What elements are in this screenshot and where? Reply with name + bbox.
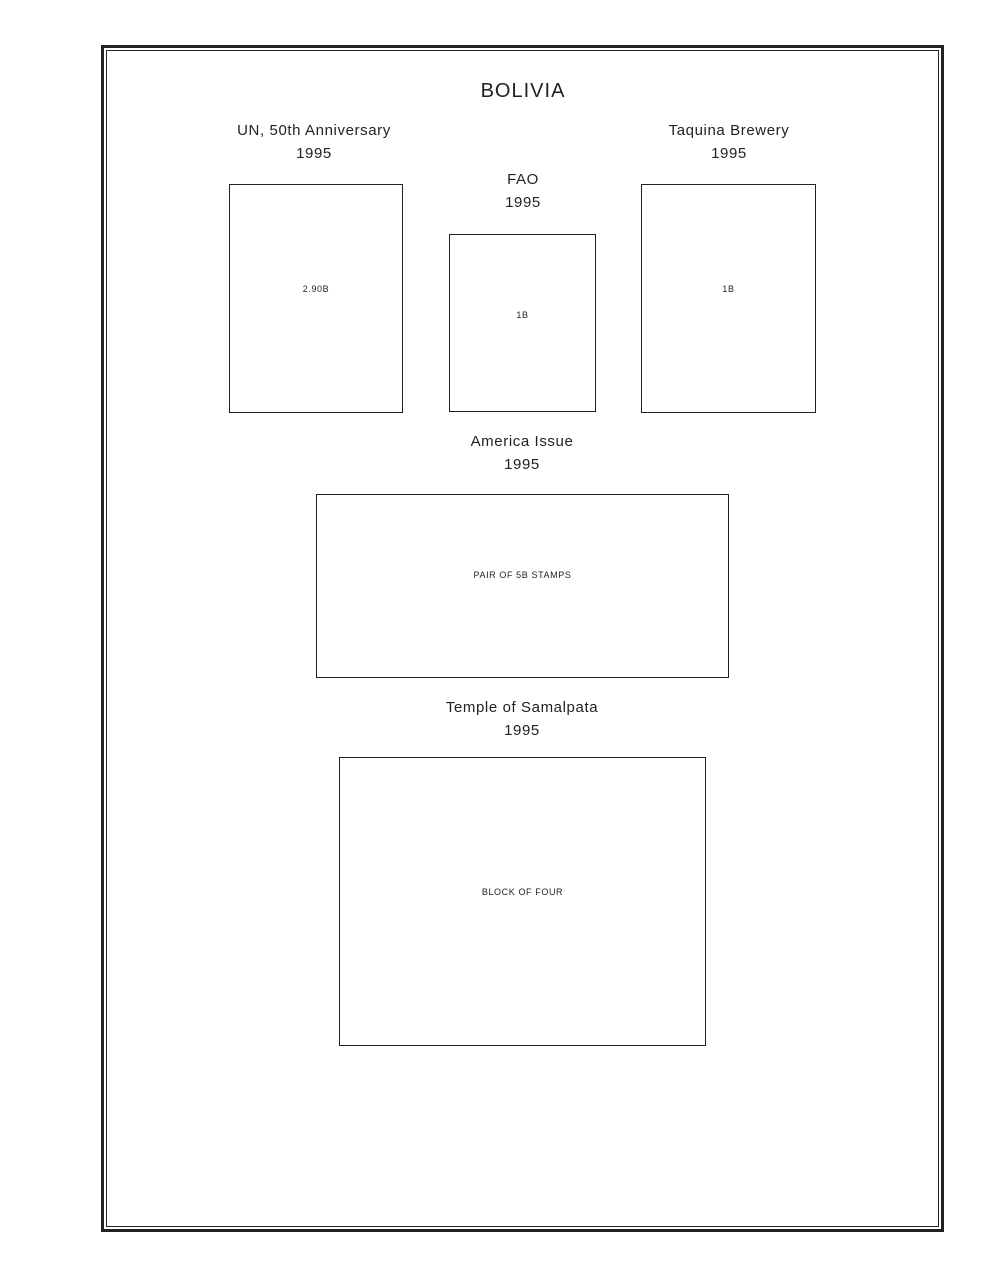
stamp-denomination-label: 1B — [516, 310, 529, 320]
set-year: 1995 — [296, 145, 332, 162]
stamp-space-temple-of-samalpata — [339, 757, 706, 1046]
stamp-space-un-50th-anniversary — [229, 184, 403, 413]
stamp-denomination-label: 2.90B — [302, 284, 330, 294]
set-caption-fao — [423, 168, 623, 214]
set-name: Taquina Brewery — [668, 122, 790, 139]
stamp-denomination-label: 1B — [722, 284, 735, 294]
set-caption-taquina-brewery — [629, 119, 829, 165]
stamp-space-fao — [449, 234, 596, 412]
set-name: FAO — [507, 171, 539, 188]
set-year: 1995 — [504, 722, 540, 739]
set-year: 1995 — [711, 145, 747, 162]
set-caption-temple-of-samalpata — [397, 696, 647, 742]
set-name: Temple of Samalpata — [445, 699, 599, 716]
set-name: UN, 50th Anniversary — [237, 122, 391, 139]
set-name: America Issue — [470, 433, 574, 450]
set-caption-america-issue — [422, 430, 622, 476]
page-title: BOLIVIA — [480, 80, 566, 102]
set-year: 1995 — [505, 194, 541, 211]
stamp-space-america-issue — [316, 494, 729, 678]
set-caption-un-50th-anniversary — [214, 119, 414, 165]
set-year: 1995 — [504, 456, 540, 473]
stamp-space-taquina-brewery — [641, 184, 816, 413]
stamp-denomination-label: PAIR OF 5B STAMPS — [473, 570, 572, 580]
stamp-denomination-label: BLOCK OF FOUR — [481, 887, 564, 897]
